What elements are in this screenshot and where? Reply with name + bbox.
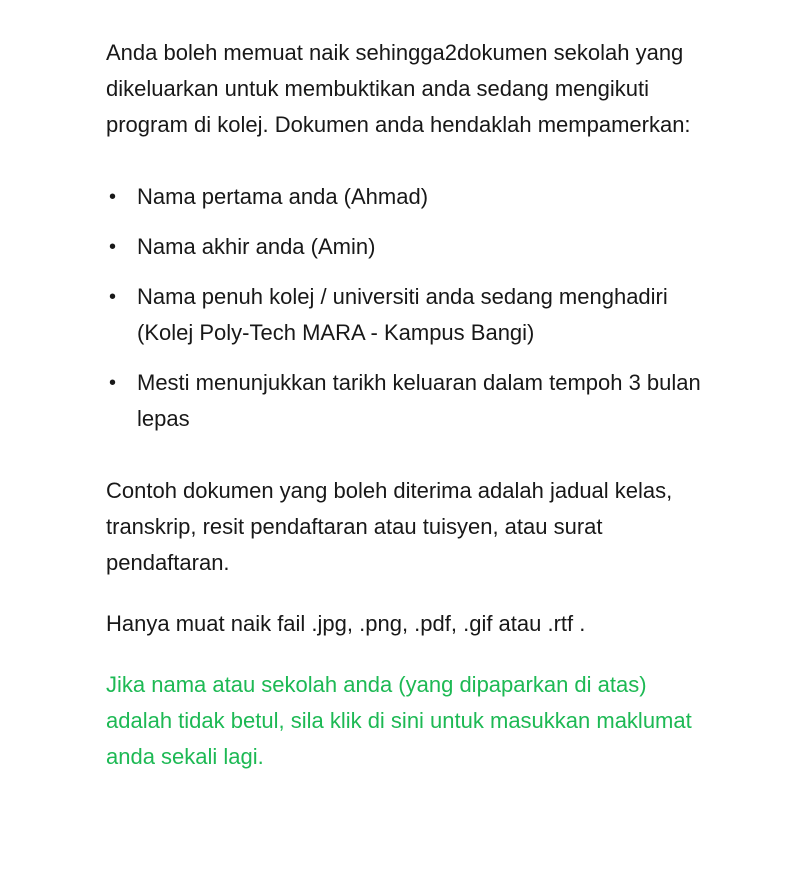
intro-paragraph: Anda boleh memuat naik sehingga2dokumen sekolah yang dikeluarkan untuk membuktikan anda sedang mengikuti program di kolej. Dokumen anda hendaklah mempamerkan:	[106, 40, 691, 137]
requirement-text: Nama penuh kolej / universiti anda sedang menghadiri (Kolej Poly-Tech MARA - Kampus Bangi)	[137, 284, 668, 345]
list-item	[106, 229, 706, 265]
requirement-text: Nama pertama anda (Ahmad)	[137, 184, 429, 209]
requirement-text: Nama akhir anda (Amin)	[137, 234, 376, 259]
bullet-icon: •	[109, 286, 117, 308]
bullet-icon: •	[109, 186, 117, 208]
list-item	[106, 179, 706, 215]
re-enter-details-link[interactable]: Jika nama atau sekolah anda (yang dipaparkan di atas) adalah tidak betul, sila klik di sini untuk masukkan maklumat anda sekali lagi.	[106, 672, 692, 769]
requirement-text: Mesti menunjukkan tarikh keluaran dalam tempoh 3 bulan lepas	[137, 370, 701, 431]
allowed-filetypes-paragraph: Hanya muat naik fail .jpg, .png, .pdf, .gif atau .rtf .	[106, 611, 586, 636]
bullet-icon: •	[109, 236, 117, 258]
requirements-list	[106, 179, 706, 437]
list-item	[106, 365, 706, 437]
upload-instructions	[106, 35, 706, 775]
accepted-documents-paragraph: Contoh dokumen yang boleh diterima adalah jadual kelas, transkrip, resit pendaftaran atau tuisyen, atau surat pendaftaran.	[106, 478, 673, 575]
bullet-icon: •	[109, 372, 117, 394]
list-item	[106, 279, 706, 351]
